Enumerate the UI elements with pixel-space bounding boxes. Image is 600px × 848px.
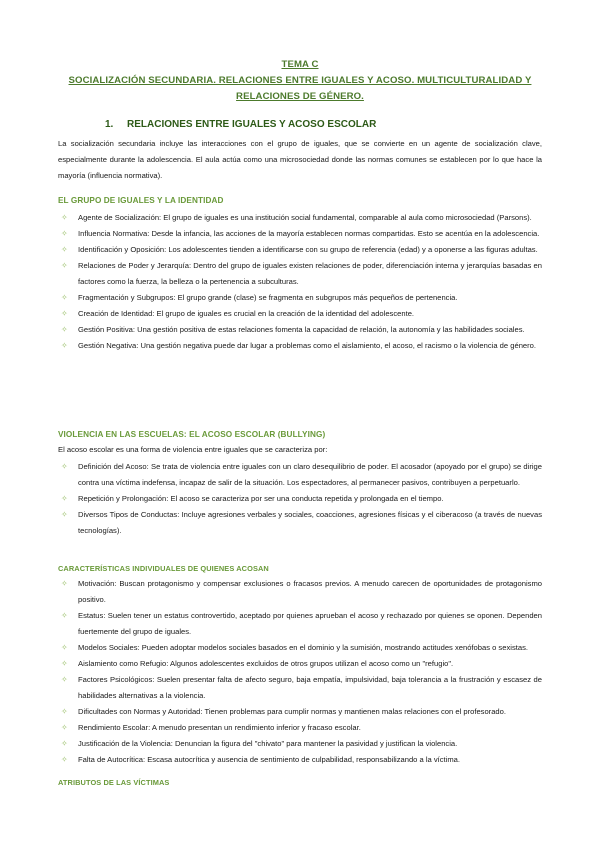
list-item-text: Diversos Tipos de Conductas: Incluye agresiones verbales y sociales, coacciones, agresiones físicas y el ciberacoso (a través de nuevas tecnologías). [78, 510, 542, 535]
bullet-icon: ✧ [61, 723, 68, 732]
list-item-text: Motivación: Buscan protagonismo y compensar exclusiones o fracasos previos. A menudo carecen de oportunidades de protagonismo positivo. [78, 579, 542, 604]
bullet-icon: ✧ [61, 755, 68, 764]
list-item-text: Dificultades con Normas y Autoridad: Tienen problemas para cumplir normas y mantienen malas relaciones con el profesorado. [78, 707, 506, 716]
list-item [58, 672, 542, 704]
list-item-text: Influencia Normativa: Desde la infancia, las acciones de la mayoría establecen normas compartidas. Esto se acentúa en la adolescencia. [78, 229, 540, 238]
bullet-icon: ✧ [61, 261, 68, 270]
section-1-heading [105, 119, 376, 130]
list-item-text: Creación de Identidad: El grupo de iguales es crucial en la creación de la identidad del adolescente. [78, 309, 415, 318]
bullet-icon: ✧ [61, 462, 68, 471]
title-line-2: SOCIALIZACIÓN SECUNDARIA. RELACIONES ENTRE IGUALES Y ACOSO. MULTICULTURALIDAD Y [68, 75, 532, 86]
list-item-text: Repetición y Prolongación: El acoso se caracteriza por ser una conducta repetida y prolongada en el tiempo. [78, 494, 444, 503]
document-title [40, 57, 560, 105]
violencia-heading: VIOLENCIA EN LAS ESCUELAS: EL ACOSO ESCOLAR (BULLYING) [58, 430, 326, 439]
list-item [58, 752, 542, 768]
list-item-text: Relaciones de Poder y Jerarquía: Dentro del grupo de iguales existen relaciones de poder, diferenciación interna y jerarquías basadas en factores como la fuerza, la belleza o la pertenencia a subculturas. [78, 261, 542, 286]
grupo-heading: EL GRUPO DE IGUALES Y LA IDENTIDAD [58, 196, 224, 205]
list-item [58, 720, 542, 736]
bullet-icon: ✧ [61, 213, 68, 222]
list-item-text: Modelos Sociales: Pueden adoptar modelos sociales basados en el dominio y la sumisión, mostrando actitudes xenófobas o sexistas. [78, 643, 528, 652]
violencia-intro: El acoso escolar es una forma de violencia entre iguales que se caracteriza por: [58, 445, 328, 454]
list-item-text: Aislamiento como Refugio: Algunos adolescentes excluidos de otros grupos utilizan el acoso como un "refugio". [78, 659, 454, 668]
section-1-heading-text: RELACIONES ENTRE IGUALES Y ACOSO ESCOLAR [127, 119, 377, 130]
list-item-text: Rendimiento Escolar: A menudo presentan un rendimiento inferior y fracaso escolar. [78, 723, 361, 732]
caracteristicas-list [58, 576, 542, 768]
violencia-list [58, 459, 542, 539]
list-item [58, 491, 542, 507]
bullet-icon: ✧ [61, 579, 68, 588]
list-item [58, 576, 542, 608]
atributos-heading: ATRIBUTOS DE LAS VÍCTIMAS [58, 778, 170, 787]
title-topic: TEMA C [281, 59, 319, 70]
bullet-icon: ✧ [61, 309, 68, 318]
list-item-text: Identificación y Oposición: Los adolescentes tienden a identificarse con su grupo de referencia (edad) y a oponerse a las figuras adultas. [78, 245, 538, 254]
bullet-icon: ✧ [61, 611, 68, 620]
list-item-text: Gestión Negativa: Una gestión negativa puede dar lugar a problemas como el aislamiento, el acoso, el racismo o la violencia de género. [78, 341, 536, 350]
list-item [58, 507, 542, 539]
list-item [58, 322, 542, 338]
bullet-icon: ✧ [61, 325, 68, 334]
bullet-icon: ✧ [61, 245, 68, 254]
title-line-3: RELACIONES DE GÉNERO. [236, 91, 364, 102]
grupo-list [58, 210, 542, 354]
bullet-icon: ✧ [61, 707, 68, 716]
list-item [58, 640, 542, 656]
list-item-text: Falta de Autocrítica: Escasa autocrítica y ausencia de sentimiento de culpabilidad, responsabilizando a la víctima. [78, 755, 461, 764]
list-item [58, 226, 542, 242]
section-1-intro: La socialización secundaria incluye las interacciones con el grupo de iguales, que se convierte en un agente de socialización clave, especialmente durante la adolescencia. El aula actúa como una microsociedad donde las normas comunes se establecen por lo que hace la mayoría (influencia normativa). [58, 139, 542, 180]
bullet-icon: ✧ [61, 494, 68, 503]
bullet-icon: ✧ [61, 643, 68, 652]
section-1-number: 1. [105, 119, 114, 130]
bullet-icon: ✧ [61, 739, 68, 748]
bullet-icon: ✧ [61, 229, 68, 238]
bullet-icon: ✧ [61, 293, 68, 302]
list-item [58, 736, 542, 752]
list-item [58, 608, 542, 640]
list-item-text: Factores Psicológicos: Suelen presentar falta de afecto seguro, baja empatía, impulsividad, baja tolerancia a la frustración y escasez de habilidades alternativas a la violencia. [78, 675, 542, 700]
list-item-text: Gestión Positiva: Una gestión positiva de estas relaciones fomenta la capacidad de relación, la autonomía y las habilidades sociales. [78, 325, 525, 334]
list-item-text: Definición del Acoso: Se trata de violencia entre iguales con un claro desequilibrio de poder. El acosador (apoyado por el grupo) se dirige contra una víctima indefensa, incapaz de salir de la situación. Los espectadores, al permanecer pasivos, contribuyen a perpetuarlo. [78, 462, 542, 487]
list-item [58, 242, 542, 258]
list-item [58, 210, 542, 226]
bullet-icon: ✧ [61, 510, 68, 519]
list-item-text: Fragmentación y Subgrupos: El grupo grande (clase) se fragmenta en subgrupos más pequeños de pertenencia. [78, 293, 458, 302]
list-item [58, 258, 542, 290]
list-item [58, 306, 542, 322]
list-item-text: Justificación de la Violencia: Denuncian la figura del "chivato" para mantener la pasividad y justifican la violencia. [78, 739, 458, 748]
list-item [58, 290, 542, 306]
caracteristicas-heading: CARACTERÍSTICAS INDIVIDUALES DE QUIENES ACOSAN [58, 564, 269, 573]
list-item [58, 656, 542, 672]
bullet-icon: ✧ [61, 341, 68, 350]
list-item [58, 704, 542, 720]
list-item-text: Estatus: Suelen tener un estatus controvertido, aceptado por quienes aprueban el acoso y rechazado por quienes se oponen. Dependen fuertemente del grupo de iguales. [78, 611, 542, 636]
bullet-icon: ✧ [61, 675, 68, 684]
list-item [58, 459, 542, 491]
bullet-icon: ✧ [61, 659, 68, 668]
list-item-text: Agente de Socialización: El grupo de iguales es una institución social fundamental, comparable al aula como microsociedad (Parsons). [78, 213, 532, 222]
list-item [58, 338, 542, 354]
